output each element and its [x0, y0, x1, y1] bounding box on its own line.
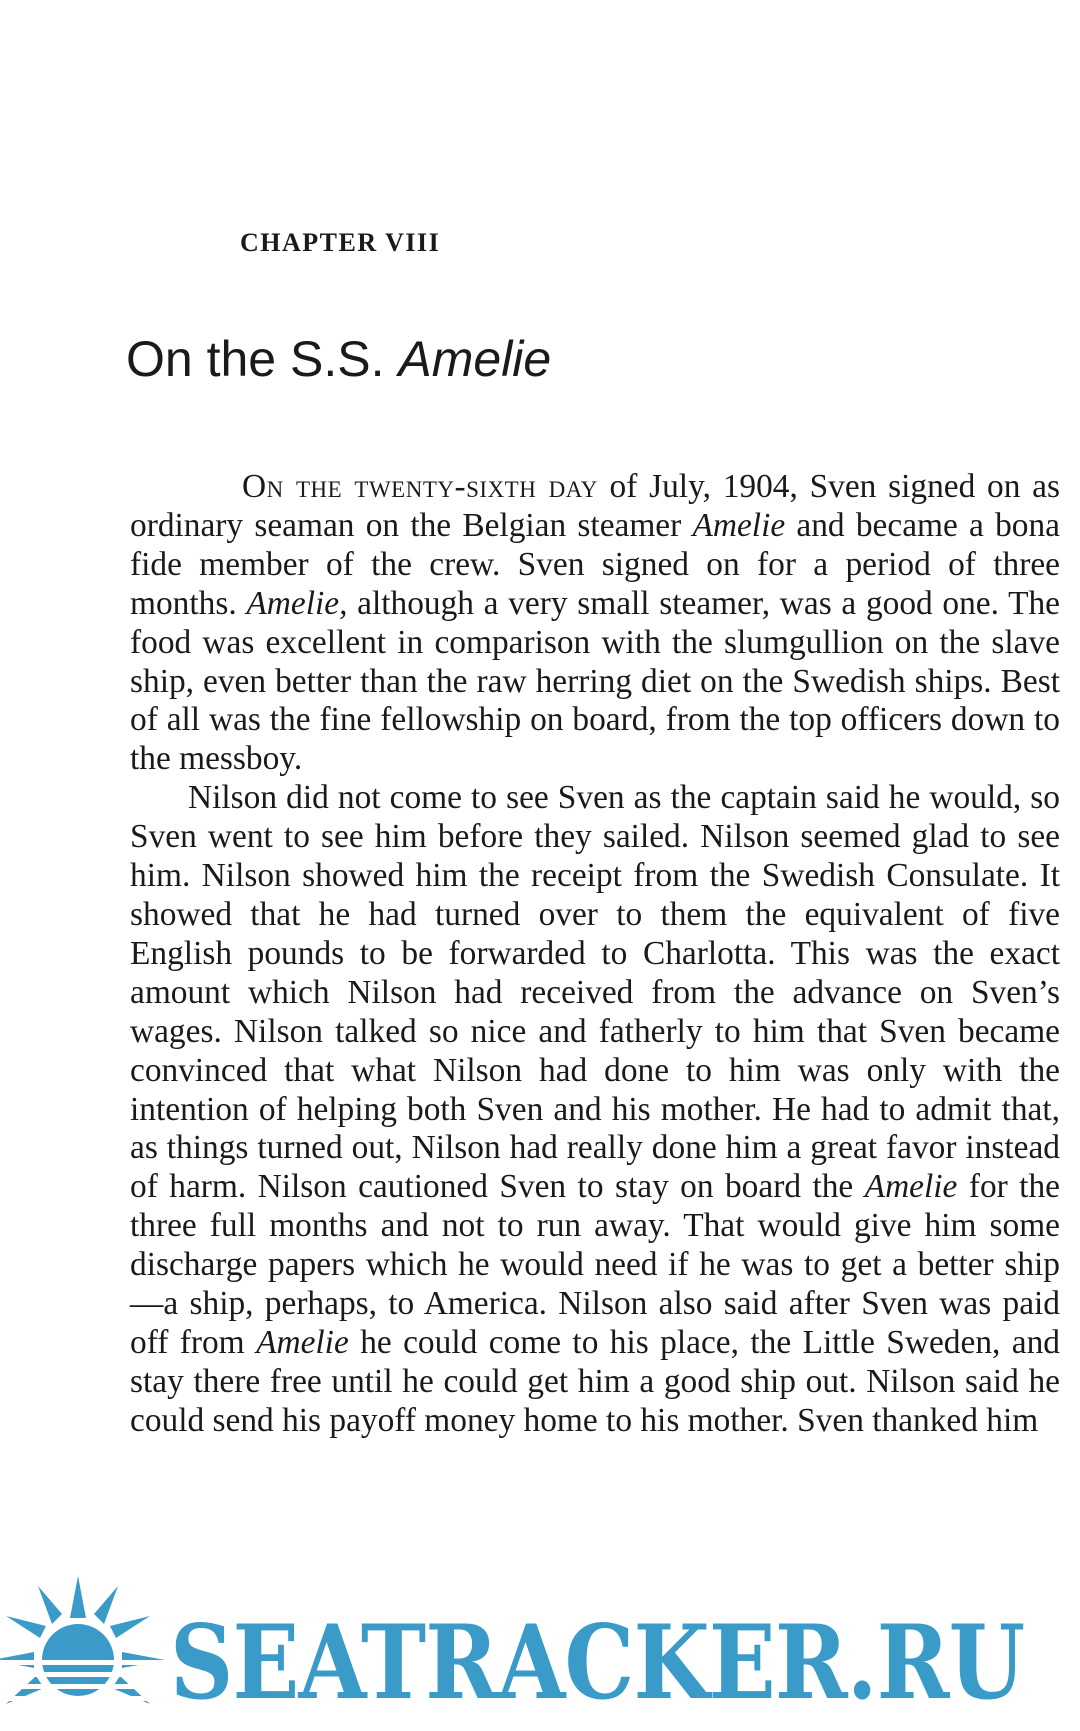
- paragraph-1-text-c: although a very small steamer, was a good one. The food was excellent in comparison with the slumgullion on the slave ship, even better than the raw herring diet on the Swedish ships. Best of all was the fine fellowship on board, from the top officers down to the messboy.: [130, 584, 1060, 778]
- paragraph-1-text-a: of July, 1904, Sven signed on as ordinary seaman on the Belgian steamer: [130, 468, 1060, 544]
- chapter-title-ship: Amelie: [398, 331, 552, 387]
- watermark: [0, 1568, 1080, 1731]
- paragraph-1-text-b: and became a bona fide member of the crew. Sven signed on for a period of three months.: [130, 506, 1060, 622]
- paragraph-2-text-a: Nilson did not come to see Sven as the captain said he would, so Sven went to see him before they sailed. Nilson seemed glad to see him. Nilson showed him the receipt from the Swedish Consulate. It showed that he had turned over to them the equivalent of five English pounds to be forwarded to Charlotta. This was the exact amount which Nilson had received from the advance on Sven’s wages. Nilson talked so nice and fatherly to him that Sven became convinced that what Nilson had done to him was only with the intention of helping both Sven and his mother. He had to admit that, as things turned out, Nilson had really done him a great favor instead of harm. Nilson cautioned Sven to stay on board the: [130, 779, 1060, 1206]
- paragraph-2: [130, 779, 1060, 1440]
- ship-name: Amelie,: [246, 584, 348, 622]
- chapter-label: CHAPTER VIII: [240, 228, 441, 257]
- chapter-title: [126, 330, 551, 388]
- ship-name: Amelie: [692, 506, 786, 544]
- body-text: [130, 468, 1060, 1441]
- paragraph-2-text-c: he could come to his place, the Little Sweden, and stay there free until he could get him a good ship out. Nilson said he could send his payoff money home to his mother. Sven thanked him: [130, 1323, 1060, 1439]
- ship-name: Amelie: [864, 1168, 958, 1206]
- ship-name: Amelie: [256, 1323, 349, 1361]
- paragraph-1-lead: On the twenty-sixth day: [242, 468, 598, 505]
- chapter-title-prefix: On the S.S.: [126, 331, 385, 387]
- sun-icon: [0, 1568, 170, 1731]
- paragraph-2-text-b: for the three full months and not to run away. That would give him some discharge papers which he would need if he was to get a better ship—a ship, perhaps, to America. Nilson also said after Sven was paid off from: [130, 1168, 1060, 1361]
- watermark-text: SEATRACKER.RU: [170, 1603, 1025, 1723]
- paragraph-1: [130, 468, 1060, 779]
